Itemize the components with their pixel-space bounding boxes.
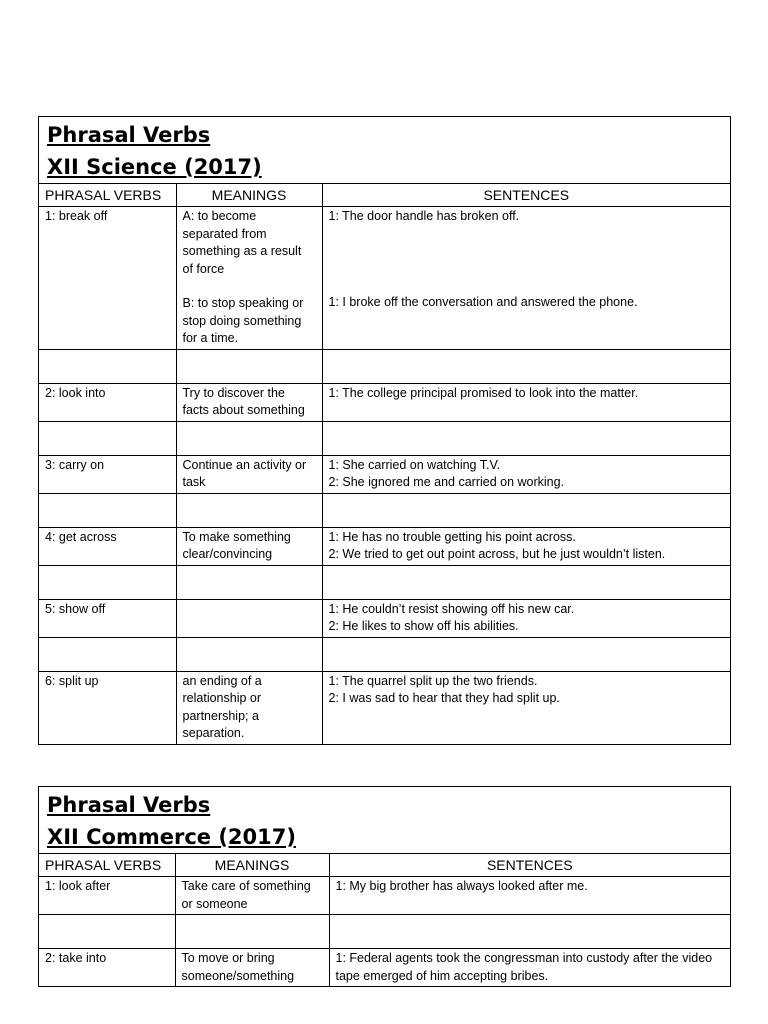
header-meanings: MEANINGS [176,184,322,207]
meaning-line: for a time. [182,331,239,345]
sentence-line: 2: She ignored me and carried on working. [328,475,565,489]
header-phrasal-verbs: PHRASAL VERBS [39,854,175,877]
meaning-line: stop doing something [182,313,302,328]
header-meanings: MEANINGS [175,854,329,877]
sentence-line: 1: My big brother has always looked after me. [335,879,588,893]
verb-cell: 4: get across [39,527,176,565]
phrasal-verbs-table [39,184,730,745]
meaning-line: To move or bring [181,951,275,965]
meaning-line: partnership; a [182,708,259,723]
blank-row [39,915,730,949]
phrasal-verbs-commerce-table [38,786,731,987]
meaning-line: Continue an activity or [182,457,307,472]
sentence-line: 1: She carried on watching T.V. [328,457,501,472]
blank-row [39,349,730,383]
blank-row [39,421,730,455]
sentence-cell [322,455,730,493]
meaning-line: an ending of a [182,673,262,688]
verb-cell: 1: look after [39,877,175,915]
table-row [39,949,730,987]
section-subtitle: XII Commerce (2017) [47,825,296,849]
header-sentences: SENTENCES [329,854,730,877]
sentence-line: 1: Federal agents took the congressman into custody after the video [335,951,713,965]
spacer [329,260,725,277]
blank-row [39,565,730,599]
meaning-cell [176,527,322,565]
table-row [39,207,730,350]
section-title: Phrasal Verbs [47,793,211,817]
meaning-line: something as a result [182,244,302,258]
table-header-row [39,854,730,877]
verb-cell: 2: look into [39,383,176,421]
meaning-line: of force [182,261,225,276]
meaning-cell [175,949,329,987]
verb-cell: 3: carry on [39,455,176,493]
meaning-line: separated from [182,226,267,241]
meaning-line: someone/something [181,968,295,983]
section-subtitle: XII Science (2017) [47,155,262,179]
header-phrasal-verbs: PHRASAL VERBS [39,184,176,207]
meaning-line: clear/convincing [182,547,273,561]
sentence-line: 2: We tried to get out point across, but he just wouldn’t listen. [328,547,666,561]
section-title: Phrasal Verbs [47,123,211,147]
meaning-cell [176,383,322,421]
spacer [329,226,725,243]
meaning-cell [175,877,329,915]
meaning-line: To make something [182,529,291,544]
meaning-cell [176,671,322,744]
meaning-line: Take care of something [181,879,311,893]
sentence-cell [322,383,730,421]
meaning-line: Try to discover the [182,385,285,400]
meaning-cell [176,207,322,350]
sentence-line: 1: I broke off the conversation and answered the phone. [328,294,638,309]
meaning-line: task [182,475,206,489]
sentence-cell [329,949,730,987]
phrasal-verbs-science-table [38,116,731,745]
verb-cell: 5: show off [39,599,176,637]
sentence-cell [322,671,730,744]
sentence-cell [329,877,730,915]
meaning-line: or someone [181,896,248,911]
table-row [39,877,730,915]
blank-row [39,637,730,671]
meaning-cell [176,599,322,637]
verb-cell: 6: split up [39,671,176,744]
meaning-line: B: to stop speaking or [182,296,304,310]
header-sentences: SENTENCES [322,184,730,207]
table-row [39,527,730,565]
spacer [183,278,316,295]
meaning-line: A: to become [182,209,257,223]
blank-row [39,493,730,527]
meaning-line: relationship or [182,691,262,705]
verb-cell: 2: take into [39,949,175,987]
sentence-line: 1: The door handle has broken off. [328,209,520,223]
sentence-cell [322,207,730,350]
sentence-line: 1: The quarrel split up the two friends. [328,673,538,688]
meaning-cell [176,455,322,493]
table-header-row [39,184,730,207]
meaning-line: facts about something [182,403,305,417]
sentence-cell [322,599,730,637]
spacer [329,243,725,260]
sentence-line: 1: He couldn’t resist showing off his new car. [328,601,575,616]
spacer [329,277,725,294]
sentence-line: 1: The college principal promised to look into the matter. [328,385,639,400]
table-row [39,383,730,421]
meaning-line: separation. [182,726,245,740]
sentence-cell [322,527,730,565]
table-row [39,455,730,493]
sentence-line: 1: He has no trouble getting his point across. [328,529,576,544]
sentence-line: tape emerged of him accepting bribes. [335,968,549,983]
verb-cell: 1: break off [39,207,176,350]
sentence-line: 2: He likes to show off his abilities. [328,619,519,633]
sentence-line: 2: I was sad to hear that they had split up. [328,691,560,705]
section-title-block [39,117,730,184]
table-row [39,671,730,744]
table-row [39,599,730,637]
phrasal-verbs-table [39,854,730,987]
section-title-block [39,787,730,854]
